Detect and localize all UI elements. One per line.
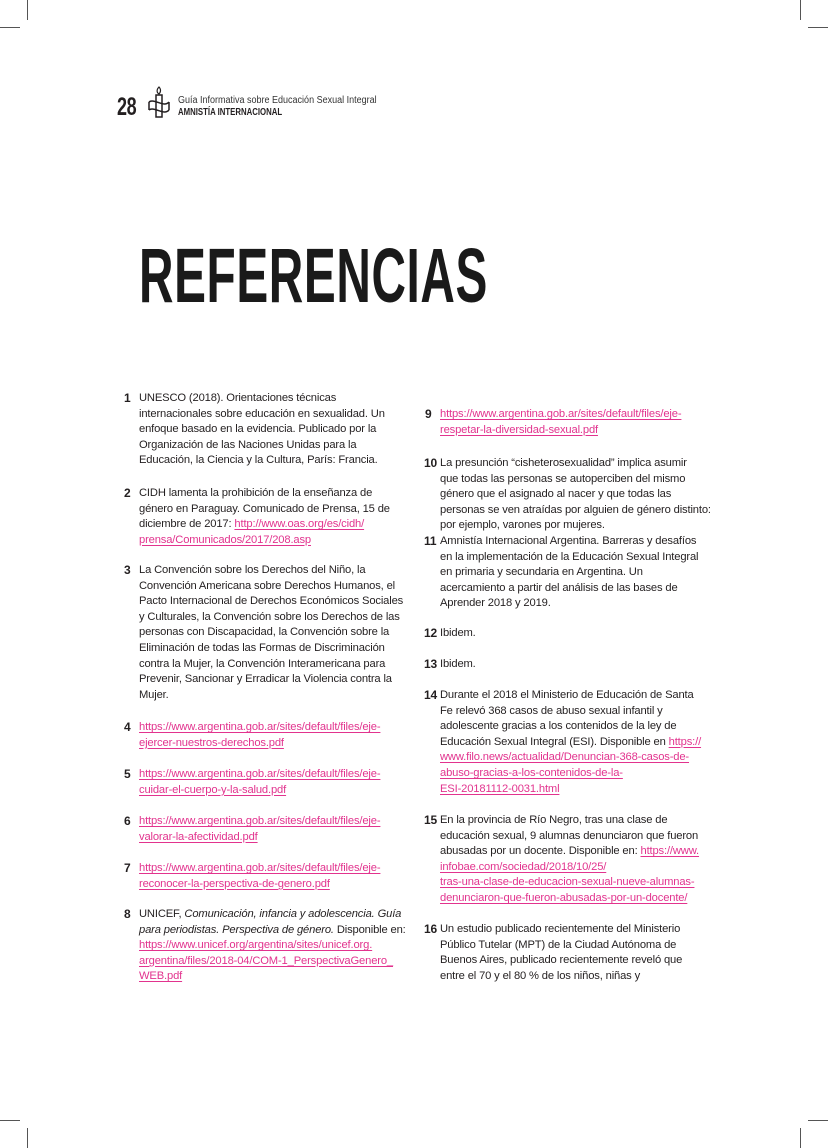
reference-link[interactable]: https://www. <box>640 845 700 858</box>
reference-line <box>139 907 406 923</box>
reference-link[interactable]: argentina/files/2018-04/COM-1_PerspectivaGenero_ <box>139 954 393 967</box>
reference-link[interactable]: https:// <box>668 735 702 748</box>
reference-line <box>440 922 682 938</box>
reference-line <box>440 829 699 845</box>
reference-text: UNICEF, <box>139 908 185 920</box>
reference-text: para periodistas. Perspectiva de género. <box>139 923 334 936</box>
reference-line <box>440 407 681 423</box>
reference-link[interactable]: cuidar-el-cuerpo-y-la-salud.pdf <box>139 783 287 796</box>
reference-text: enfoque basado en la evidencia. Publicado por la <box>139 423 377 436</box>
reference-line <box>440 704 701 720</box>
reference-item <box>124 563 404 703</box>
reference-line <box>139 923 406 939</box>
reference-link[interactable]: https://www.argentina.gob.ar/sites/default/files/eje- <box>139 768 381 780</box>
guide-title: Guía Informativa sobre Educación Sexual Integral <box>178 95 377 106</box>
reference-text: Convención Americana sobre Derechos Humanos, el <box>139 579 395 592</box>
reference-line <box>139 610 403 626</box>
reference-item <box>424 534 699 612</box>
reference-text: educación sexual, 9 alumnas denunciaron que fueron <box>440 829 699 842</box>
reference-line <box>440 626 476 642</box>
reference-item <box>424 657 476 673</box>
reference-text: adolescente gracias a los contenidos de la ley de <box>440 720 677 733</box>
reference-item <box>424 813 700 907</box>
reference-text: diciembre de 2017: <box>139 518 235 531</box>
reference-link[interactable]: ESI-20181112-0031.html <box>440 782 560 795</box>
reference-text: Educación Sexual Integral (ESI). Disponible en <box>440 735 669 748</box>
reference-line <box>139 954 406 970</box>
reference-link[interactable]: WEB.pdf <box>139 970 183 983</box>
reference-number: 13 <box>424 657 438 671</box>
reference-line <box>440 860 699 876</box>
reference-line <box>139 422 385 438</box>
reference-number: 16 <box>424 922 438 936</box>
reference-item <box>424 626 476 642</box>
reference-line <box>139 814 380 830</box>
reference-number: 14 <box>424 688 438 702</box>
reference-text: Educación, la Ciencia y la Cultura, París: Francia. <box>139 454 378 467</box>
reference-line <box>139 438 385 454</box>
reference-line <box>139 391 385 407</box>
reference-number: 5 <box>124 767 131 781</box>
reference-line <box>440 875 699 891</box>
reference-text: Pacto Internacional de Derechos Económicos Sociales <box>139 595 404 608</box>
reference-line <box>139 688 403 704</box>
reference-item <box>124 486 390 548</box>
reference-line <box>440 565 698 581</box>
reference-text: género en Paraguay. Comunicado de Prensa, 15 de <box>139 502 390 515</box>
reference-line <box>139 657 403 673</box>
reference-line <box>139 517 390 533</box>
reference-line <box>139 783 380 799</box>
reference-number: 7 <box>124 861 131 875</box>
reference-line <box>440 503 711 519</box>
reference-link[interactable]: infobae.com/sociedad/2018/10/25/ <box>440 860 607 873</box>
reference-text: Un estudio publicado recientemente del Ministerio <box>440 923 681 935</box>
reference-line <box>440 938 682 954</box>
reference-text: personas se ven atraídas por alguien de género distinto: <box>440 503 711 516</box>
reference-text: La Convención sobre los Derechos del Niño, la <box>139 564 366 576</box>
reference-line <box>440 969 682 985</box>
organization-name: AMNISTÍA INTERNACIONAL <box>178 107 283 118</box>
reference-text: CIDH lamenta la prohibición de la enseñanza de <box>139 487 373 499</box>
candle-barbed-wire-icon <box>146 86 172 120</box>
reference-link[interactable]: https://www.argentina.gob.ar/sites/default/files/eje- <box>139 721 381 733</box>
reference-line <box>440 844 699 860</box>
reference-line <box>139 938 406 954</box>
reference-text: Amnistía Internacional Argentina. Barreras y desafíos <box>440 535 697 547</box>
reference-line <box>440 534 698 550</box>
reference-text: internacionales sobre educación en sexualidad. Un <box>139 407 385 420</box>
reference-line <box>139 969 406 985</box>
reference-line <box>440 719 701 735</box>
reference-link[interactable]: https://www.argentina.gob.ar/sites/default/files/eje- <box>139 862 381 874</box>
reference-item <box>124 767 381 798</box>
reference-link[interactable]: tras-una-clase-de-educacion-sexual-nueve-alumnas- <box>440 876 695 889</box>
reference-link[interactable]: https://www.unicef.org/argentina/sites/unicef.org. <box>139 939 373 952</box>
reference-number: 9 <box>425 407 432 421</box>
reference-line <box>139 720 380 736</box>
reference-text: Ibidem. <box>440 658 476 670</box>
crop-mark <box>27 1128 28 1148</box>
reference-text: Disponible en: <box>333 923 406 936</box>
reference-number: 10 <box>424 456 438 470</box>
reference-link[interactable]: http://www.oas.org/es/cidh/ <box>234 518 365 531</box>
reference-line <box>139 625 403 641</box>
reference-line <box>139 407 385 423</box>
reference-item <box>124 720 381 751</box>
reference-text: Aprender 2018 y 2019. <box>440 597 551 610</box>
reference-number: 15 <box>424 813 438 827</box>
reference-text: personas con Discapacidad, la Convención sobre la <box>139 626 390 639</box>
reference-line <box>139 877 380 893</box>
reference-text: Ibidem. <box>440 627 476 639</box>
reference-line <box>139 563 403 579</box>
reference-link[interactable]: https://www.argentina.gob.ar/sites/default/files/eje- <box>440 408 682 420</box>
reference-line <box>440 518 711 534</box>
reference-number: 4 <box>124 720 131 734</box>
reference-number: 8 <box>124 907 131 921</box>
reference-line <box>139 672 403 688</box>
reference-line <box>440 596 698 612</box>
reference-text: que todas las personas se autoperciben del mismo <box>440 472 686 485</box>
reference-text: por ejemplo, varones por mujeres. <box>440 519 605 532</box>
reference-line <box>440 423 681 439</box>
reference-line <box>139 453 385 469</box>
reference-text: Fe relevó 368 casos de abuso sexual infantil y <box>440 704 663 717</box>
reference-text: UNESCO (2018). Orientaciones técnicas <box>139 392 337 404</box>
reference-line <box>440 735 701 751</box>
reference-text: Mujer. <box>139 688 169 701</box>
reference-number: 2 <box>124 486 131 500</box>
crop-mark <box>0 1120 20 1121</box>
reference-link[interactable]: denunciaron-que-fueron-abusadas-por-un-docente/ <box>440 891 688 904</box>
reference-number: 6 <box>124 814 131 828</box>
reference-line <box>139 767 380 783</box>
reference-line <box>139 641 403 657</box>
reference-text: Buenos Aires, publicado recientemente reveló que <box>440 954 683 967</box>
reference-text: en la implementación de la Educación Sexual Integral <box>440 550 699 563</box>
reference-text: abusadas por un docente. Disponible en: <box>440 845 641 858</box>
reference-text: Durante el 2018 el Ministerio de Educación de Santa <box>440 689 694 701</box>
crop-mark <box>800 0 801 20</box>
reference-link[interactable]: prensa/Comunicados/2017/208.asp <box>139 533 311 546</box>
reference-number: 1 <box>124 391 131 405</box>
reference-item <box>124 391 385 469</box>
reference-item <box>425 407 682 438</box>
reference-line <box>440 891 699 907</box>
reference-item <box>424 922 683 984</box>
page-title: REFERENCIAS <box>139 233 489 319</box>
reference-item <box>124 861 381 892</box>
reference-text: La presunción “cisheterosexualidad” implica asumir <box>440 457 687 469</box>
reference-link[interactable]: valorar-la-afectividad.pdf <box>139 830 258 843</box>
reference-number: 12 <box>424 626 438 640</box>
crop-mark <box>808 27 828 28</box>
reference-text: Organización de las Naciones Unidas para la <box>139 438 357 451</box>
reference-item <box>424 688 702 797</box>
reference-number: 11 <box>424 534 437 548</box>
page-number: 28 <box>117 93 137 121</box>
reference-line <box>139 486 390 502</box>
reference-link[interactable]: reconocer-la-perspectiva-de-genero.pdf <box>139 877 330 890</box>
crop-mark <box>800 1128 801 1148</box>
reference-item <box>124 907 406 985</box>
reference-text: Público Tutelar (MPT) de la Ciudad Autónoma de <box>440 938 677 951</box>
crop-mark <box>27 0 28 20</box>
reference-text: acercamiento a partir del análisis de las bases de <box>440 581 678 594</box>
reference-text: en primaria y secundaria en Argentina. Un <box>440 566 643 579</box>
reference-text: contra la Mujer, la Convención Interamericana para <box>139 657 386 670</box>
reference-text: entre el 70 y el 80 % de los niños, niñas y <box>440 969 641 982</box>
reference-item <box>424 456 711 534</box>
reference-link[interactable]: abuso-gracias-a-los-contenidos-de-la- <box>440 766 623 779</box>
reference-link[interactable]: ejercer-nuestros-derechos.pdf <box>139 736 284 749</box>
reference-line <box>440 657 476 673</box>
reference-line <box>440 550 698 566</box>
reference-text: Comunicación, infancia y adolescencia. Guía <box>184 908 402 920</box>
reference-line <box>440 953 682 969</box>
reference-text: y Culturales, la Convención sobre los Derechos de las <box>139 610 400 623</box>
reference-line <box>139 861 380 877</box>
reference-line <box>440 766 701 782</box>
reference-link[interactable]: https://www.argentina.gob.ar/sites/default/files/eje- <box>139 815 381 827</box>
reference-line <box>440 688 701 704</box>
reference-text: género que el asignado al nacer y que todas las <box>440 488 672 501</box>
reference-line <box>440 472 711 488</box>
reference-line <box>440 782 701 798</box>
crop-mark <box>0 27 20 28</box>
reference-line <box>139 736 380 752</box>
reference-line <box>440 581 698 597</box>
reference-link[interactable]: www.filo.news/actualidad/Denuncian-368-casos-de- <box>440 751 690 764</box>
reference-line <box>139 830 380 846</box>
reference-line <box>440 456 711 472</box>
reference-line <box>139 594 403 610</box>
reference-item <box>124 814 381 845</box>
reference-line <box>440 750 701 766</box>
reference-line <box>139 533 390 549</box>
reference-line <box>139 502 390 518</box>
reference-line <box>139 579 403 595</box>
reference-text: En la provincia de Río Negro, tras una clase de <box>440 814 668 826</box>
reference-line <box>440 487 711 503</box>
reference-text: Eliminación de todas las Formas de Discriminación <box>139 641 385 654</box>
reference-text: Prevenir, Sancionar y Erradicar la Violencia contra la <box>139 673 392 686</box>
crop-mark <box>808 1120 828 1121</box>
reference-line <box>440 813 699 829</box>
reference-link[interactable]: respetar-la-diversidad-sexual.pdf <box>440 423 598 436</box>
reference-number: 3 <box>124 563 131 577</box>
